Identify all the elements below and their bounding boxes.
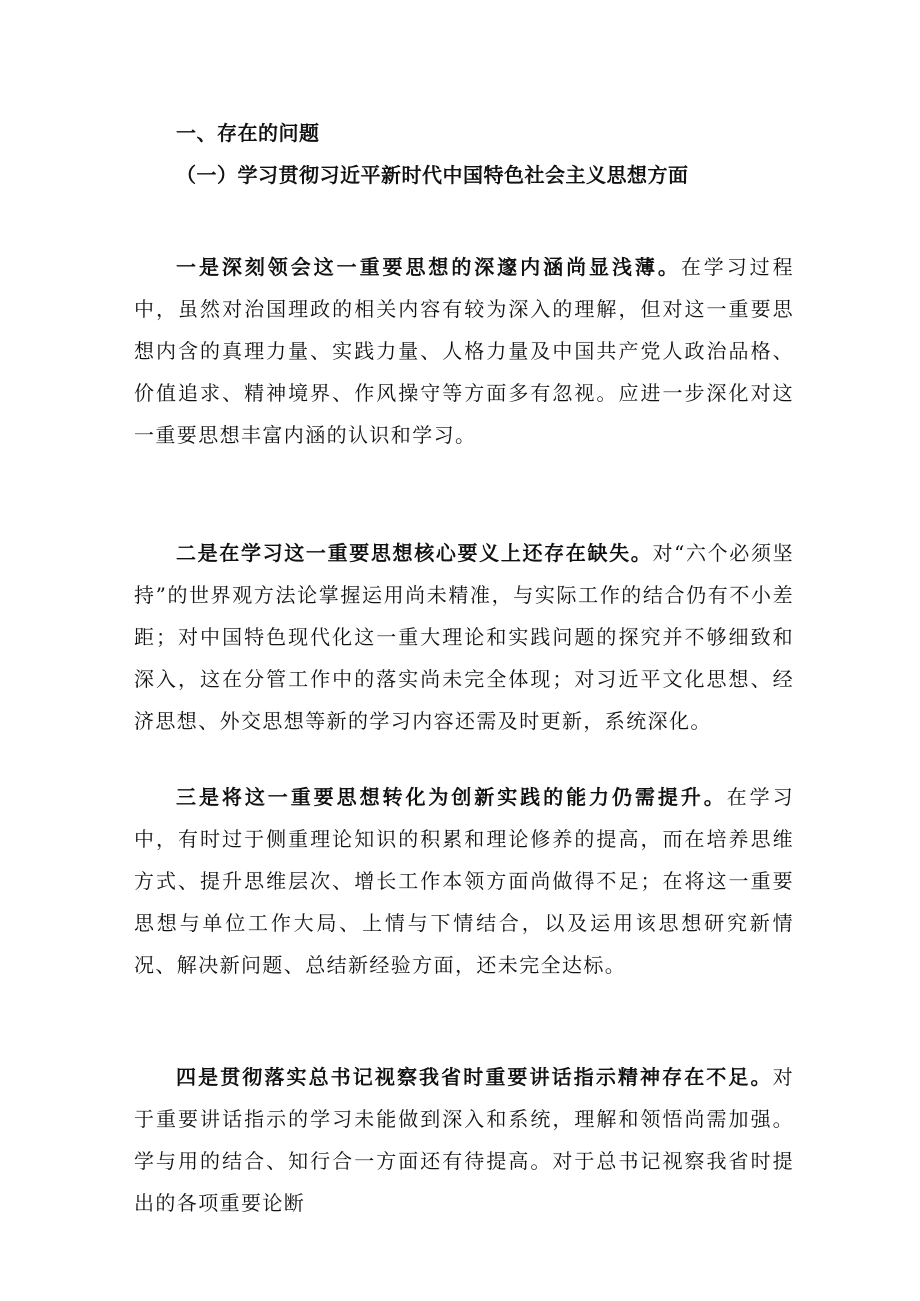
paragraph-2 — [134, 532, 794, 742]
paragraph-3-lead: 三是将这一重要思想转化为创新实践的能力仍需提升。 — [176, 785, 727, 809]
paragraph-1-lead: 一是深刻领会这一重要思想的深邃内涵尚显浅薄。 — [176, 255, 681, 279]
paragraph-2-lead: 二是在学习这一重要思想核心要义上还存在缺失。 — [176, 541, 653, 565]
paragraph-4 — [134, 1056, 794, 1224]
section-heading: 一、存在的问题 — [176, 121, 320, 145]
paragraph-3-body: 在学习中，有时过于侧重理论知识的积累和理论修养的提高，而在培养思维方式、提升思维层次、增长工作本领方面尚做得不足；在将这一重要思想与单位工作大局、上情与下情结合，以及运用该思想研究新情况、解决新问题、总结新经验方面，还未完全达标。 — [134, 785, 794, 977]
paragraph-4-body: 对于重要讲话指示的学习未能做到深入和系统，理解和领悟尚需加强。学与用的结合、知行合一方面还有待提高。对于总书记视察我省时提出的各项重要论断 — [134, 1065, 794, 1215]
paragraph-4-lead: 四是贯彻落实总书记视察我省时重要讲话指示精神存在不足。 — [176, 1065, 773, 1089]
paragraph-2-body: 对“六个必须坚持”的世界观方法论掌握运用尚未精准，与实际工作的结合仍有不小差距；对中国特色现代化这一重大理论和实践问题的探究并不够细致和深入，这在分管工作中的落实尚未完全体现；对习近平文化思想、经济思想、外交思想等新的学习内容还需及时更新，系统深化。 — [134, 541, 794, 733]
subsection-heading: （一）学习贯彻习近平新时代中国特色社会主义思想方面 — [176, 163, 689, 187]
paragraph-3 — [134, 776, 794, 986]
paragraph-1-body: 在学习过程中，虽然对治国理政的相关内容有较为深入的理解，但对这一重要思想内含的真理力量、实践力量、人格力量及中国共产党人政治品格、价值追求、精神境界、作风操守等方面多有忽视。应进一步深化对这一重要思想丰富内涵的认识和学习。 — [134, 255, 794, 447]
paragraph-1 — [134, 246, 794, 456]
